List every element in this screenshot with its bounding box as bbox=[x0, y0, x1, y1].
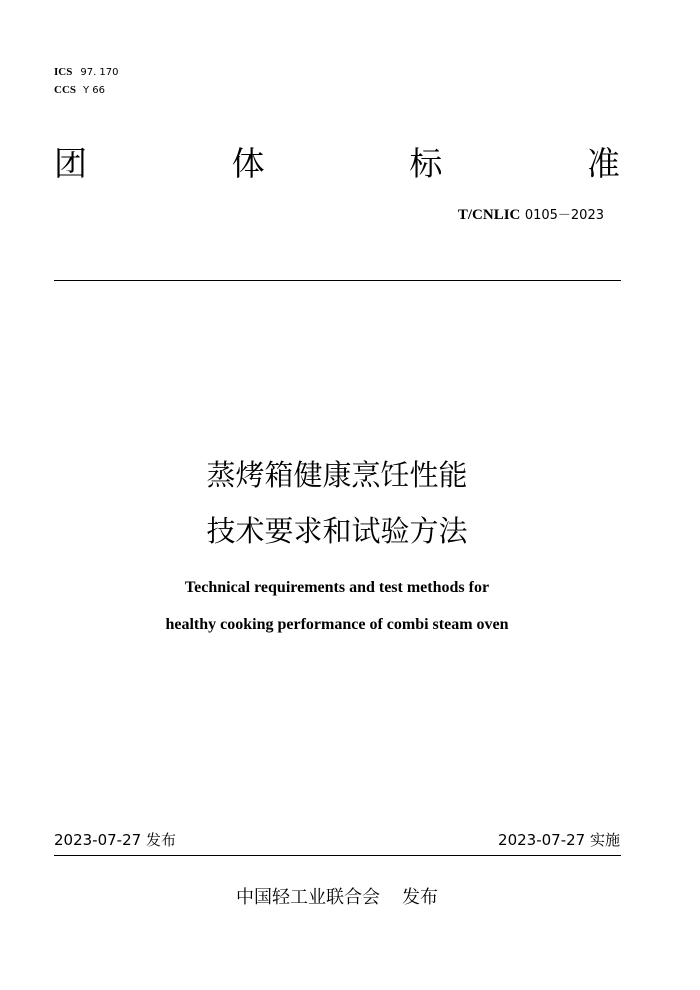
chinese-title-line-2: 技术要求和试验方法 bbox=[206, 514, 468, 548]
publish-date: 2023-07-27 发布 bbox=[54, 831, 176, 849]
standard-type-char: 团 bbox=[54, 144, 87, 183]
english-title-line-1: Technical requirements and test methods for bbox=[184, 579, 490, 596]
standard-code-prefix: T/CNLIC bbox=[457, 207, 521, 223]
publisher-action: 发布 bbox=[402, 887, 438, 908]
top-divider bbox=[54, 280, 621, 281]
english-title-line-2: healthy cooking performance of combi steam oven bbox=[165, 616, 509, 633]
ccs-value: Y 66 bbox=[83, 85, 106, 96]
ics-value: 97. 170 bbox=[80, 67, 119, 78]
standard-code bbox=[458, 206, 604, 225]
standard-type-char: 准 bbox=[586, 144, 620, 183]
ics-label: ICS bbox=[54, 66, 73, 78]
ics-row bbox=[54, 63, 119, 81]
standard-type-heading bbox=[54, 142, 620, 186]
standard-code-number: 0105－2023 bbox=[524, 208, 604, 223]
classification-codes bbox=[54, 63, 119, 99]
chinese-title-line-1: 蒸烤箱健康烹饪性能 bbox=[206, 458, 468, 492]
publisher-line bbox=[0, 886, 674, 910]
standard-type-char: 标 bbox=[409, 144, 443, 183]
standard-type-char: 体 bbox=[231, 144, 265, 183]
ccs-label: CCS bbox=[54, 84, 77, 96]
bottom-divider bbox=[54, 855, 621, 856]
ccs-row bbox=[54, 81, 119, 99]
publisher-name: 中国轻工业联合会 bbox=[236, 887, 380, 908]
implement-date: 2023-07-27 实施 bbox=[498, 831, 620, 849]
